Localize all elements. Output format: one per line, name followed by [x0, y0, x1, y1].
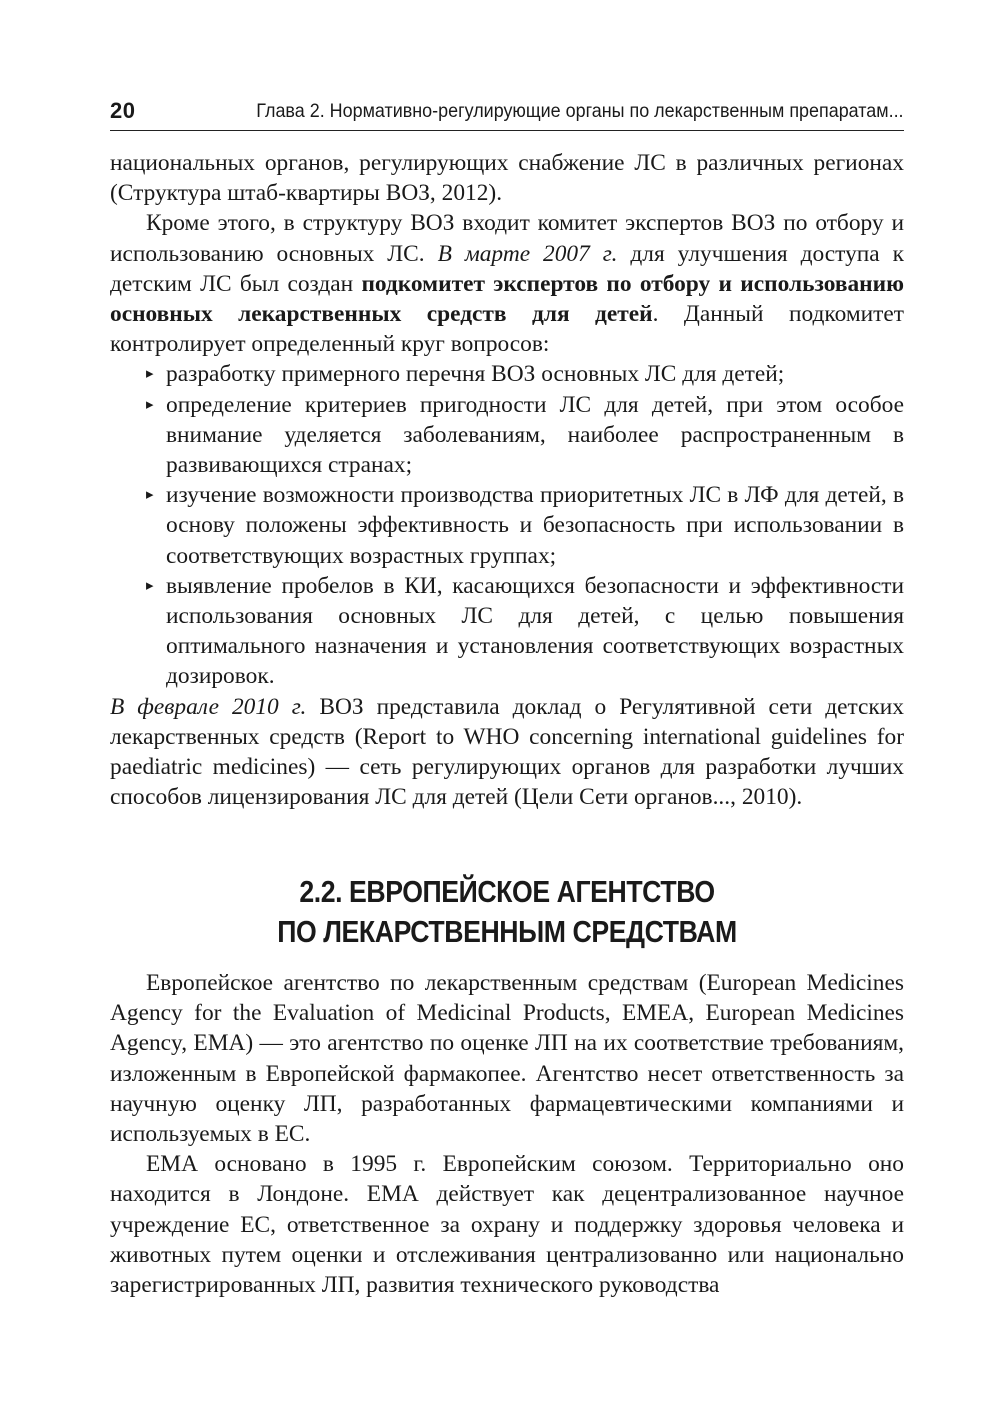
section-heading: [110, 872, 904, 952]
bullet-triangle-icon: ▸: [146, 577, 154, 594]
subcommittee-tasks-list: [110, 359, 904, 691]
list-item: [110, 359, 904, 389]
list-item: [110, 571, 904, 692]
section-heading-line-1: 2.2. ЕВРОПЕЙСКОЕ АГЕНТСТВО: [299, 874, 715, 909]
report-paragraph: [110, 692, 904, 813]
report-text: ВОЗ представила доклад о Регулятивной сети детских лекарственных средств (Report to WHO concerning international guidelines for paediatric medicines) — сеть регулирующих органов для разработки лучших способов лицензирования ЛС для детей (Цели Сети органов..., 2010).: [110, 693, 904, 811]
bullet-triangle-icon: ▸: [146, 396, 154, 413]
list-item-text: изучение возможности производства приоритетных ЛС в ЛФ для детей, в основу положены эффективность и безопасность при использовании в соответствующих возрастных группах;: [166, 482, 904, 569]
section-heading-line-2: ПО ЛЕКАРСТВЕННЫМ СРЕДСТВАМ: [277, 914, 737, 949]
section-body: [110, 968, 904, 1300]
list-item: [110, 390, 904, 481]
committee-text-end: . Данный подкомитет контролирует определенный круг вопросов:: [110, 301, 904, 358]
committee-text-start: Кроме этого, в структуру ВОЗ входит комитет экспертов ВОЗ по отбору и использованию основных ЛС.: [110, 210, 904, 267]
list-item: [110, 480, 904, 571]
list-item-text: определение критериев пригодности ЛС для детей, при этом особое внимание уделяется заболеваниям, наиболее распространенным в развивающихся странах;: [166, 391, 904, 479]
date-2010: В феврале 2010 г.: [110, 693, 307, 720]
bullet-triangle-icon: ▸: [146, 487, 154, 504]
subcommittee-name: подкомитет экспертов по отбору и использованию основных лекарственных средств для детей: [110, 270, 904, 328]
committee-text-middle: для улучшения доступа к детским ЛС был создан: [110, 240, 904, 297]
list-item-text: выявление пробелов в КИ, касающихся безопасности и эффективности использования основных ЛС для детей, с целью повышения оптимального назначения и установления соответствующих возрастных дозировок.: [166, 572, 904, 690]
page-number: 20: [110, 98, 136, 123]
committee-paragraph: [110, 208, 904, 359]
continued-paragraph: национальных органов, регулирующих снабжение ЛС в различных регионах (Структура штаб-квартиры ВОЗ, 2012).: [110, 150, 904, 207]
running-header: [110, 96, 904, 131]
ema-definition-paragraph: Европейское агентство по лекарственным средствам (European Medicines Agency for the Evaluation of Medicinal Products, EMEA, European Medicines Agency, EMA) — это агентство по оценке ЛП на их соответствие требованиям, изложенным в Европейской фармакопее. Агентство несет ответственность за научную оценку ЛП, разработанных фармацевтическими компаниями и используемых в ЕС.: [110, 970, 904, 1148]
list-item-text: разработку примерного перечня ВОЗ основных ЛС для детей;: [166, 361, 785, 388]
ema-history-paragraph: ЕМА основано в 1995 г. Европейским союзом. Территориально оно находится в Лондоне. ЕМА действует как децентрализованное научное учреждение ЕС, ответственное за охрану и поддержку здоровья человека и животных путем оценки и отслеживания централизованно или национально зарегистрированных ЛП, развития технического руководства: [110, 1151, 904, 1299]
body-text: [110, 148, 904, 812]
chapter-title: Глава 2. Нормативно-регулирующие органы по лекарственным препаратам...: [256, 100, 904, 122]
date-2007: В марте 2007 г.: [437, 240, 618, 267]
bullet-triangle-icon: ▸: [146, 366, 154, 383]
